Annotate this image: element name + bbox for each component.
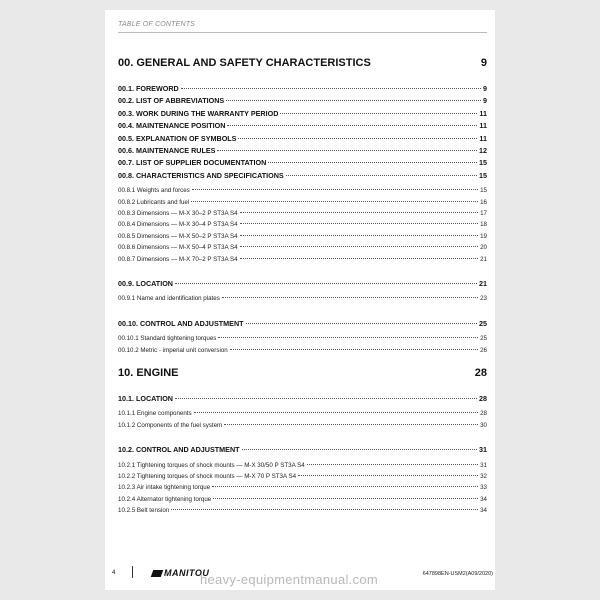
subsection-title: 00.10.1 Standard tightening torques [118,335,217,343]
document-reference: 647898EN-USM2(A09/2020) [422,571,493,577]
section-title: 00.4. MAINTENANCE POSITION [118,121,226,131]
toc-subsection-entry[interactable] [118,496,487,503]
chapter-page: 9 [480,57,487,69]
toc-section-entry[interactable] [118,121,487,130]
toc-subsection-entry[interactable] [118,462,487,469]
toc-section-entry[interactable] [118,134,487,143]
subsection-page: 23 [480,295,487,303]
section-page: 12 [479,146,487,155]
toc-subsection-entry[interactable] [118,507,487,514]
subsection-page: 15 [480,187,487,195]
toc-section-entry[interactable] [118,146,487,155]
section-title: 00.3. WORK DURING THE WARRANTY PERIOD [118,108,279,118]
dot-leader [181,88,481,89]
dot-leader [192,189,478,190]
toc-subsection-entry[interactable] [118,256,487,263]
subsection-page: 34 [480,507,487,515]
section-page: 15 [479,170,487,180]
section-page: 31 [479,445,487,455]
section-page: 11 [479,121,487,131]
dot-leader [307,464,478,465]
dot-leader [286,175,477,176]
chapter-heading[interactable] [118,57,487,69]
subsection-page: 18 [480,221,487,229]
dot-leader [242,449,477,450]
toc-subsection-entry[interactable] [118,422,487,429]
dot-leader [246,323,477,324]
brand-name: MANITOU [164,568,210,578]
subsection-title: 10.2.1 Tightening torques of shock mounts — M-X 30/50 P ST3A S4 [118,461,305,469]
section-page: 9 [483,96,487,106]
toc-section-entry[interactable] [118,158,487,167]
subsection-page: 21 [480,255,487,263]
header-divider [118,32,487,33]
section-title: 00.7. LIST OF SUPPLIER DOCUMENTATION [118,158,267,168]
toc-section-entry[interactable] [118,445,487,454]
subsection-title: 00.8.2 Lubricants and fuel [118,198,190,206]
section-title: 00.1. FOREWORD [118,84,179,93]
dot-leader [227,125,477,126]
dot-leader [194,412,478,413]
section-title: 00.6. MAINTENANCE RULES [118,146,216,155]
section-title: 00.2. LIST OF ABBREVIATIONS [118,96,225,106]
dot-leader [240,258,479,259]
subsection-page: 20 [480,244,487,252]
toc-subsection-entry[interactable] [118,473,487,480]
dot-leader [226,100,481,101]
toc-subsection-entry[interactable] [118,410,487,417]
subsection-title: 00.9.1 Name and identification plates [118,295,220,303]
toc-subsection-entry[interactable] [118,199,487,206]
toc-section-entry[interactable] [118,394,487,403]
subsection-title: 00.8.7 Dimensions — M-X 70–2 P ST3A S4 [118,255,238,263]
subsection-page: 19 [480,232,487,240]
toc-section-entry[interactable] [118,109,487,118]
toc-section-entry[interactable] [118,171,487,180]
subsection-page: 31 [480,461,487,469]
dot-leader [268,162,477,163]
toc-subsection-entry[interactable] [118,187,487,194]
chapter-title: 00. GENERAL AND SAFETY CHARACTERISTICS [118,57,371,69]
subsection-page: 32 [480,473,487,480]
dot-leader [298,475,478,476]
dot-leader [175,283,477,284]
toc-section-entry[interactable] [118,279,487,288]
subsection-title: 00.8.5 Dimensions — M-X 50–2 P ST3A S4 [118,232,238,240]
toc-subsection-entry[interactable] [118,221,487,228]
subsection-page: 28 [480,410,487,418]
section-page: 25 [479,318,487,328]
section-title: 10.1. LOCATION [118,394,173,403]
dot-leader [240,223,479,224]
subsection-page: 17 [480,210,487,217]
dot-leader [240,235,479,236]
toc-subsection-entry[interactable] [118,335,487,342]
subsection-title: 00.8.6 Dimensions — M-X 50–4 P ST3A S4 [118,244,238,252]
toc-section-entry[interactable] [118,319,487,328]
section-page: 9 [483,84,487,93]
dot-leader [224,424,478,425]
dot-leader [280,113,477,114]
subsection-title: 00.8.3 Dimensions — M-X 30–2 P ST3A S4 [118,210,238,217]
subsection-page: 25 [480,335,487,343]
subsection-title: 00.8.1 Weights and forces [118,187,190,195]
subsection-page: 33 [480,484,487,492]
section-page: 15 [479,158,487,168]
toc-subsection-entry[interactable] [118,210,487,217]
footer-divider [132,566,133,578]
dot-leader [217,150,477,151]
subsection-title: 10.2.4 Alternator tightening torque [118,495,212,503]
section-title: 00.8. CHARACTERISTICS AND SPECIFICATIONS [118,170,284,180]
page-footer [105,560,495,590]
section-title: 10.2. CONTROL AND ADJUSTMENT [118,445,240,455]
chapter-heading[interactable] [118,367,487,379]
section-title: 00.10. CONTROL AND ADJUSTMENT [118,318,244,328]
toc-subsection-entry[interactable] [118,295,487,302]
subsection-title: 00.10.2 Metric - imperial unit conversion [118,346,228,354]
dot-leader [222,297,478,298]
dot-leader [240,246,479,247]
subsection-page: 26 [480,346,487,354]
subsection-title: 10.2.3 Air intake tightening torque [118,484,211,492]
header-title: TABLE OF CONTENTS [118,21,196,28]
toc-section-entry[interactable] [118,84,487,93]
section-title: 00.9. LOCATION [118,279,173,288]
toc-subsection-entry[interactable] [118,233,487,240]
subsection-title: 00.8.4 Dimensions — M-X 30–4 P ST3A S4 [118,221,238,229]
watermark-text: heavy-equipmentmanual.com [200,572,379,587]
toc-section-entry[interactable] [118,96,487,105]
section-page: 21 [479,279,487,288]
dot-leader [213,498,478,499]
subsection-title: 10.2.2 Tightening torques of shock mounts — M-X 70 P ST3A S4 [118,473,297,480]
dot-leader [218,337,478,338]
dot-leader [212,486,478,487]
section-title: 00.5. EXPLANATION OF SYMBOLS [118,133,237,143]
dot-leader [175,398,477,399]
toc-subsection-entry[interactable] [118,244,487,251]
page-number: 4 [112,570,116,576]
subsection-title: 10.1.2 Components of the fuel system [118,421,223,429]
toc-subsection-entry[interactable] [118,484,487,491]
document-page [105,10,495,590]
subsection-page: 30 [480,421,487,429]
dot-leader [171,509,478,510]
chapter-page: 28 [474,367,487,379]
subsection-page: 34 [480,495,487,503]
dot-leader [191,201,478,202]
chapter-title: 10. ENGINE [118,367,179,379]
subsection-title: 10.1.1 Engine components [118,410,192,418]
section-page: 11 [479,133,487,143]
dot-leader [238,138,477,139]
subsection-title: 10.2.5 Belt tension [118,507,170,515]
dot-leader [240,212,479,213]
section-page: 28 [479,394,487,403]
toc-subsection-entry[interactable] [118,347,487,354]
dot-leader [230,349,478,350]
subsection-page: 16 [480,198,487,206]
section-page: 11 [479,108,487,118]
logo-mark-icon [151,570,164,577]
